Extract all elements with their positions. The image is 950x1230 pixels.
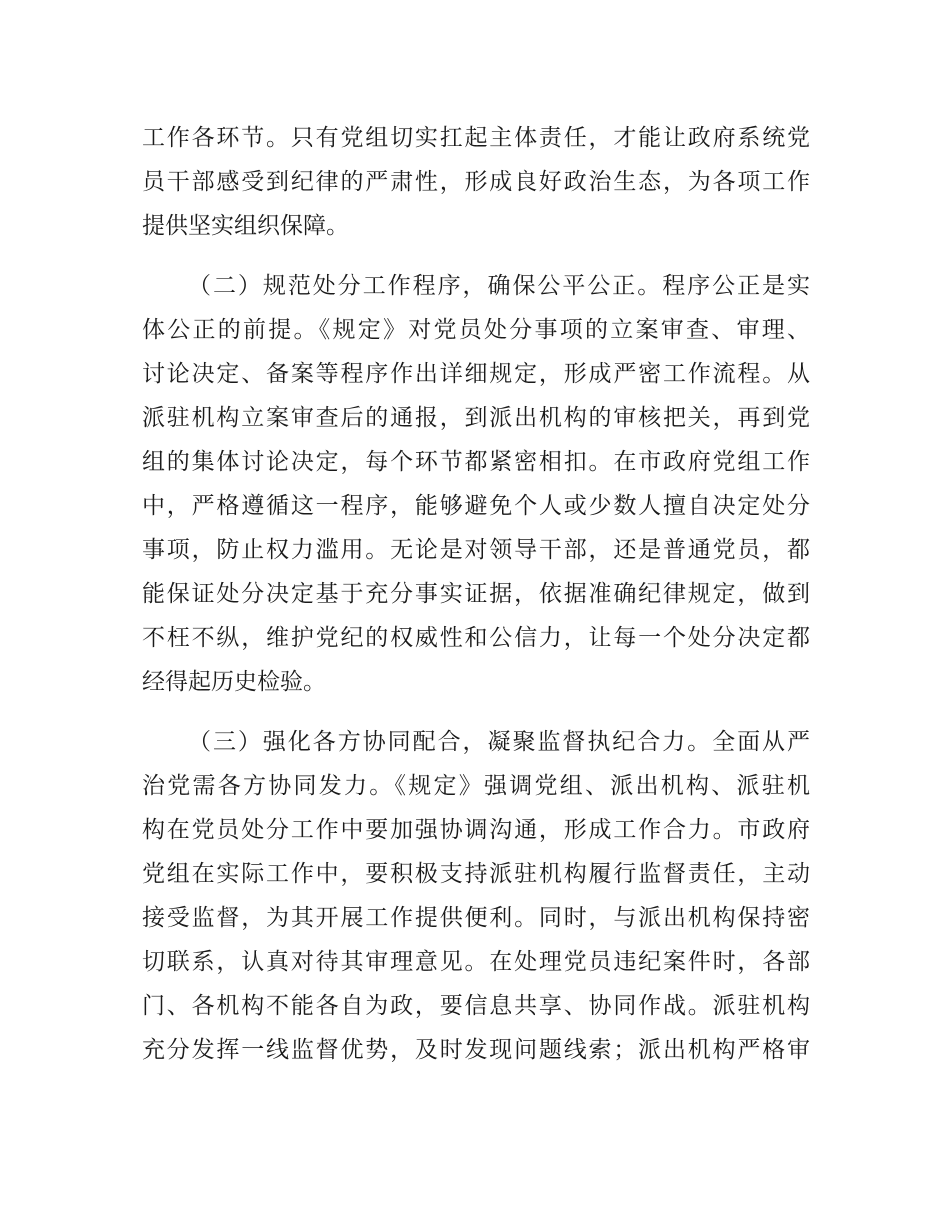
text-line: 切联系，认真对待其审理意见。在处理党员违纪案件时，各部 [142, 949, 810, 975]
paragraph-2 [142, 264, 810, 704]
text-line: 门、各机构不能各自为政，要信息共享、协同作战。派驻机构 [142, 993, 810, 1019]
text-line: 员干部感受到纪律的严肃性，形成良好政治生态，为各项工作 [142, 169, 810, 195]
text-line: 中，严格遵循这一程序，能够避免个人或少数人擅自决定处分 [142, 493, 810, 519]
paragraph-gap [142, 248, 810, 264]
text-line: （三）强化各方协同配合，凝聚监督执纪合力。全面从严 [188, 729, 810, 755]
paragraph-3 [142, 720, 810, 1072]
text-line: 组的集体讨论决定，每个环节都紧密相扣。在市政府党组工作 [142, 449, 810, 475]
text-line: 治党需各方协同发力。《规定》强调党组、派出机构、派驻机 [142, 773, 810, 799]
text-line: 工作各环节。只有党组切实扛起主体责任，才能让政府系统党 [142, 125, 810, 151]
document-body [142, 116, 810, 1072]
text-line: 接受监督，为其开展工作提供便利。同时，与派出机构保持密 [142, 905, 810, 931]
text-line: 不枉不纵，维护党纪的权威性和公信力，让每一个处分决定都 [142, 625, 810, 651]
text-line: 充分发挥一线监督优势，及时发现问题线索；派出机构严格审 [142, 1037, 810, 1063]
text-line: 体公正的前提。《规定》对党员处分事项的立案审查、审理、 [142, 317, 810, 343]
text-line: 提供坚实组织保障。 [142, 213, 349, 239]
text-line: 构在党员处分工作中要加强协调沟通，形成工作合力。市政府 [142, 817, 810, 843]
text-line: 派驻机构立案审查后的通报，到派出机构的审核把关，再到党 [142, 405, 810, 431]
text-line: （二）规范处分工作程序，确保公平公正。程序公正是实 [188, 273, 810, 299]
text-line: 经得起历史检验。 [142, 669, 326, 695]
text-line: 事项，防止权力滥用。无论是对领导干部，还是普通党员，都 [142, 537, 810, 563]
text-line: 能保证处分决定基于充分事实证据，依据准确纪律规定，做到 [142, 581, 810, 607]
paragraph-gap [142, 704, 810, 720]
paragraph-1 [142, 116, 810, 248]
text-line: 党组在实际工作中，要积极支持派驻机构履行监督责任，主动 [142, 861, 810, 887]
text-line: 讨论决定、备案等程序作出详细规定，形成严密工作流程。从 [142, 361, 810, 387]
